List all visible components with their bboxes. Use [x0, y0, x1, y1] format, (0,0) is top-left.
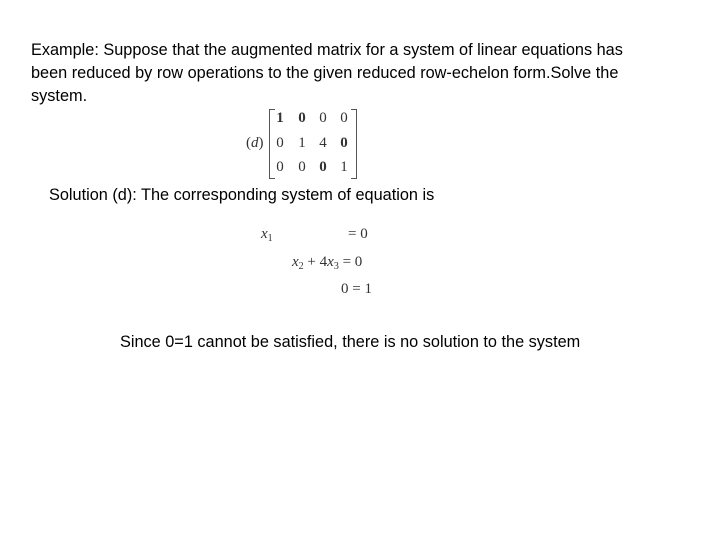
equation-system [258, 224, 388, 300]
conclusion-text: Since 0=1 cannot be satisfied, there is no solution to the system [120, 333, 581, 351]
augmented-matrix [244, 108, 362, 178]
problem-line-3: system. [31, 87, 88, 105]
matrix-cell: 0 [276, 135, 284, 151]
equation-3: 0 = 1 [341, 281, 372, 297]
problem-line-2: been reduced by row operations to the given reduced row-echelon form.Solve the [31, 64, 619, 82]
matrix-cell: 0 [340, 110, 348, 126]
matrix-label: (d) [246, 135, 264, 151]
matrix-right-bracket [351, 109, 357, 179]
equation-2: $x_2 + 4x_3 = 0$ [292, 254, 363, 272]
matrix-cell: 1 [340, 159, 348, 175]
equation-1-lhs: $x_1$ [261, 226, 273, 244]
matrix-cell: 1 [298, 135, 306, 151]
matrix-cell: 0 [319, 110, 327, 126]
matrix-cell: 1 [276, 110, 284, 126]
matrix-cell: 4 [319, 135, 327, 151]
equation-1-rhs: = 0 [348, 226, 368, 242]
solution-heading: Solution (d): The corresponding system of equation is [49, 186, 435, 204]
matrix-cell: 0 [319, 159, 327, 175]
matrix-cell: 0 [298, 159, 306, 175]
matrix-cell: 0 [298, 110, 306, 126]
matrix-cell: 0 [340, 135, 348, 151]
matrix-cell: 0 [276, 159, 284, 175]
problem-statement [31, 39, 701, 108]
problem-line-1: Example: Suppose that the augmented matrix for a system of linear equations has [31, 41, 623, 59]
